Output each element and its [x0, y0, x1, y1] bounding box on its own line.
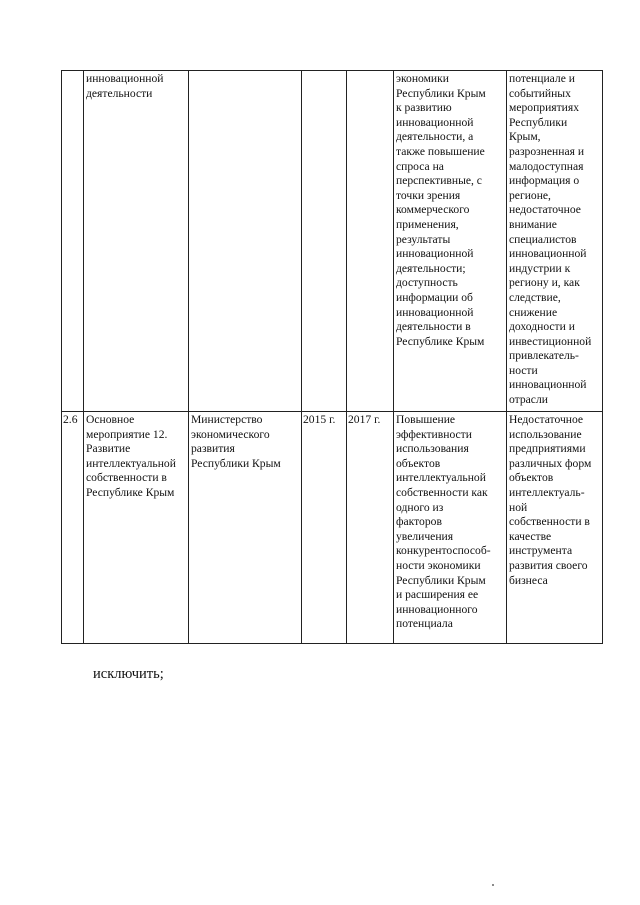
measure-name-cell: Основное мероприятие 12. Развитие интеллектуальной собственности в Республике Крым — [84, 412, 189, 644]
scan-speck — [492, 884, 494, 886]
end-year-cell: 2017 г. — [347, 412, 394, 644]
consequences-cell: Недостаточное использование предприятиями различных форм объектов интеллектуаль- ной собственности в качестве инструмента развития своего бизнеса — [507, 412, 603, 644]
measures-table — [61, 70, 603, 644]
start-year-cell: 2015 г. — [302, 412, 347, 644]
executor-cell: Министерство экономического развития Республики Крым — [189, 412, 302, 644]
start-year-cell — [302, 71, 347, 412]
row-number-cell: 2.6 — [62, 412, 84, 644]
expected-result-cell: Повышение эффективности использования объектов интеллектуальной собственности как одного из факторов увеличения конкурентоспособ- ности экономики Республики Крым и расширения ее инновационного потенциала — [394, 412, 507, 644]
footer-instruction: исключить; — [93, 666, 164, 682]
executor-cell — [189, 71, 302, 412]
consequences-cell: потенциале и событийных мероприятиях Республики Крым, разрозненная и малодоступная информация о регионе, недостаточное внимание специалистов инновационной индустрии к региону и, как следствие, снижение доходности и инвестиционной привлекатель- ности инновационной отрасли — [507, 71, 603, 412]
table-row — [62, 71, 603, 412]
end-year-cell — [347, 71, 394, 412]
table-row — [62, 412, 603, 644]
measure-name-cell: инновационной деятельности — [84, 71, 189, 412]
row-number-cell — [62, 71, 84, 412]
expected-result-cell: экономики Республики Крым к развитию инновационной деятельности, а также повышение спроса на перспективные, с точки зрения коммерческого применения, результаты инновационной деятельности; доступность информации об инновационной деятельности в Республике Крым — [394, 71, 507, 412]
